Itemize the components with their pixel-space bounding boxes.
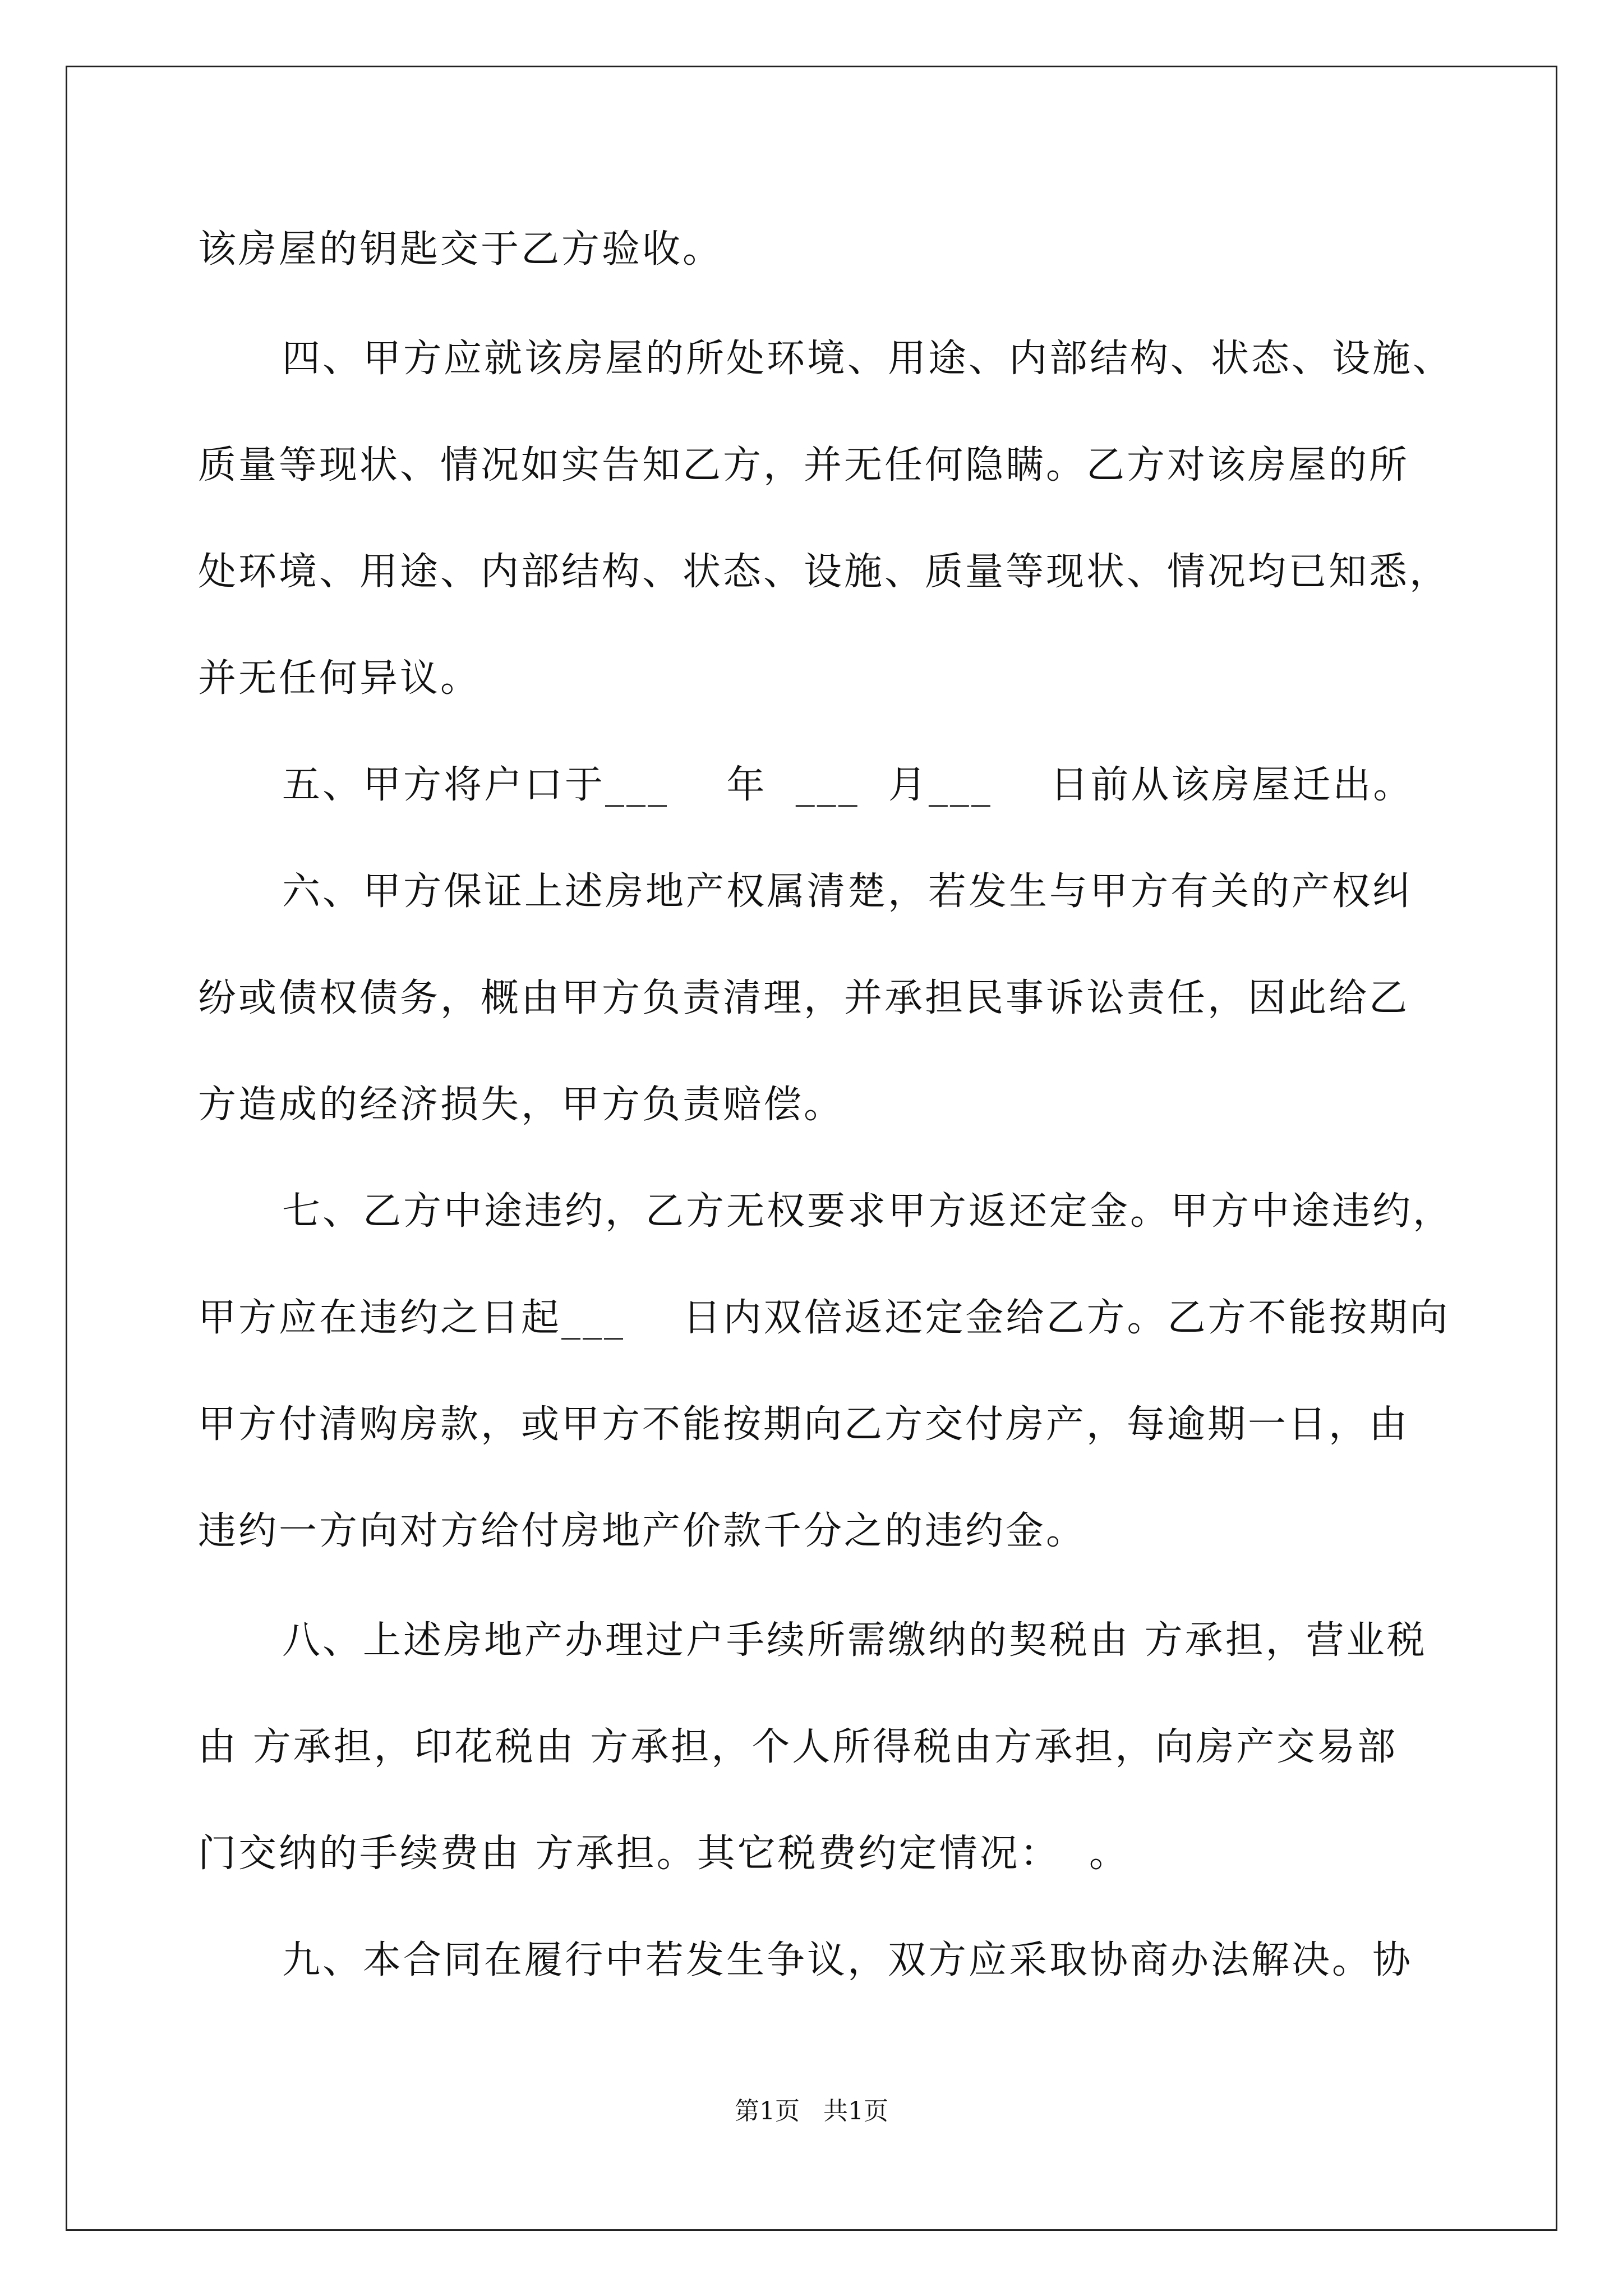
text-line: 门交纳的手续费由 方承担。其它税费约定情况： 。 <box>198 1832 1129 1876</box>
text-line: 并无任何异议。 <box>198 656 481 701</box>
text-line: 甲方应在违约之日起___ 日内双倍返还定金给乙方。乙方不能按期向 <box>198 1296 1450 1340</box>
text-line: 纷或债权债务，概由甲方负责清理，并承担民事诉讼责任，因此给乙 <box>198 976 1410 1020</box>
text-line: 九、本合同在履行中若发生争议，双方应采取协商办法解决。协 <box>282 1938 1413 1982</box>
text-line: 处环境、用途、内部结构、状态、设施、质量等现状、情况均已知悉， <box>198 550 1450 594</box>
page-border <box>66 66 1557 2231</box>
text-line: 五、甲方将户口于___ 年 ___ 月___ 日前从该房屋迁出。 <box>282 763 1414 807</box>
text-line: 八、上述房地产办理过户手续所需缴纳的契税由 方承担，营业税 <box>282 1618 1427 1663</box>
text-line: 该房屋的钥匙交于乙方验收。 <box>198 227 723 272</box>
text-line: 违约一方向对方给付房地产价款千分之的违约金。 <box>198 1509 1087 1553</box>
page-number-footer: 第1页 共1页 <box>735 2097 888 2125</box>
text-line: 由 方承担，印花税由 方承担，个人所得税由方承担，向房产交易部 <box>198 1725 1398 1769</box>
text-line: 四、甲方应就该房屋的所处环境、用途、内部结构、状态、设施、 <box>282 337 1454 381</box>
text-line: 六、甲方保证上述房地产权属清楚，若发生与甲方有关的产权纠 <box>282 869 1413 914</box>
text-line: 七、乙方中途违约，乙方无权要求甲方返还定金。甲方中途违约， <box>282 1189 1454 1234</box>
text-line: 甲方付清购房款，或甲方不能按期向乙方交付房产，每逾期一日，由 <box>198 1402 1410 1447</box>
text-line: 方造成的经济损失，甲方负责赔偿。 <box>198 1083 845 1127</box>
text-line: 质量等现状、情况如实告知乙方，并无任何隐瞒。乙方对该房屋的所 <box>198 443 1410 487</box>
